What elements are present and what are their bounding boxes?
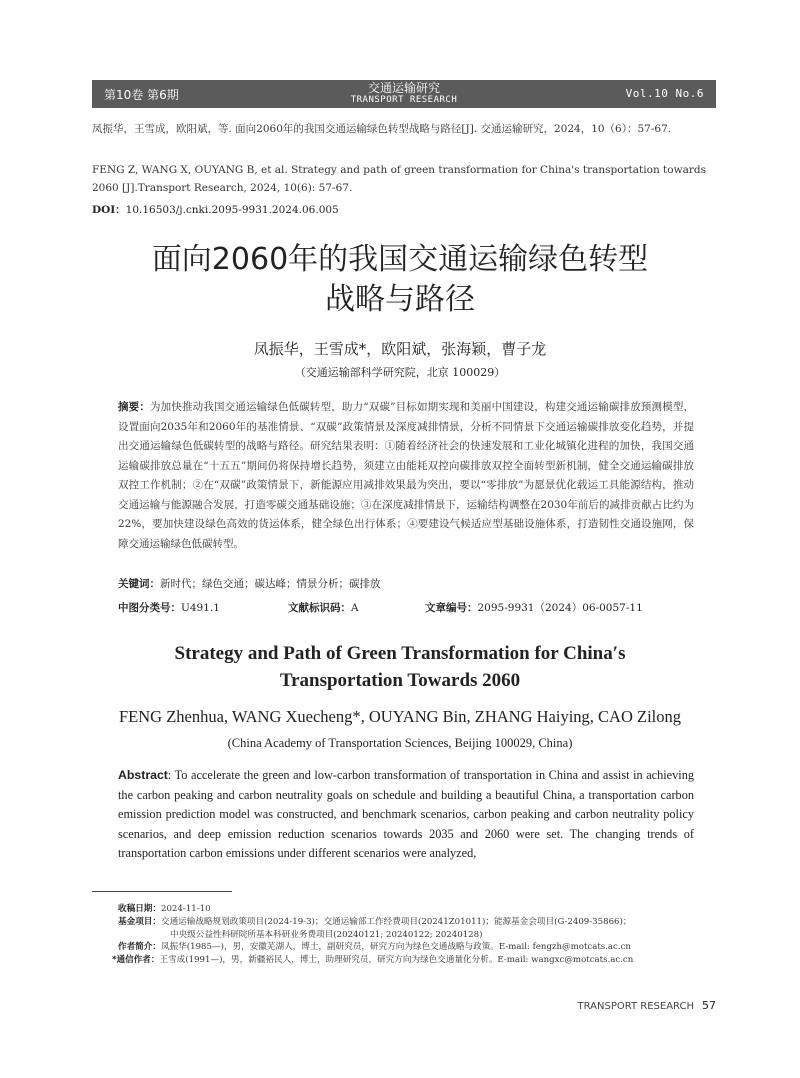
journal-name: [92, 81, 716, 106]
page-number: 57: [702, 999, 716, 1012]
journal-header-bar: [92, 80, 716, 108]
doc-value: A: [351, 602, 359, 614]
fund-label: 基金项目：: [118, 916, 161, 927]
received-value: 2024-11-10: [160, 904, 211, 914]
issue-cn: 第10卷 第6期: [104, 88, 179, 102]
keywords-label: 关键词：: [118, 578, 160, 590]
corr-text: 王雪成(1991—)，男，新疆裕民人，博士，助理研究员，研究方向为绿色交通量化分析。E-mail: wangxc@motcats.ac.cn: [159, 955, 634, 966]
authors-en: FENG Zhenhua, WANG Xuecheng*, OUYANG Bin, ZHANG Haiying, CAO Zilong: [118, 707, 681, 726]
journal-name-cn: 交通运输研究: [367, 81, 440, 95]
citation-cn: [92, 120, 716, 138]
title-en-line1: Strategy and Path of Green Transformation for China′s: [174, 643, 626, 664]
abstract-cn-label: 摘要：: [118, 401, 150, 413]
author-bio: [118, 941, 718, 954]
citation-cn-text: 凤振华，王雪成，欧阳斌，等. 面向2060年的我国交通运输绿色转型战略与路径[J]. 交通运输研究，2024，10（6）：57-67.: [92, 123, 672, 135]
received-date: [118, 903, 718, 916]
art-label: 文章编号：: [425, 602, 478, 614]
keywords-text: 新时代；绿色交通；碳达峰；情景分析；碳排放: [160, 578, 381, 590]
page-footer: [578, 999, 716, 1012]
paper-title-en: [0, 640, 800, 694]
abstract-en: [118, 766, 694, 864]
affiliation-cn: （交通运输部科学研究院，北京 100029）: [294, 366, 506, 379]
abstract-en-text: : To accelerate the green and low-carbon transformation of transportation in China and assist in achieving the carbon peaking and carbon neutrality goals on schedule and building a beautiful China, a transportation carbon emission prediction model was constructed, and benchmark scenarios, carbon peaking and carbon neutrality policy scenarios, and deep emission reduction scenarios towards 2035 and 2060 were set. The changing trends of transportation carbon emissions under different scenarios were analyzed,: [118, 768, 694, 860]
abstract-cn-text: 为加快推动我国交通运输绿色低碳转型，助力“双碳”目标如期实现和美丽中国建设，构建交通运输碳排放预测模型，设置面向2035年和2060年的基准情景、“双碳”政策情景及深度减排情景，分析不同情景下交通运输碳排放变化趋势，并提出交通运输绿色低碳转型的战略与路径。研究结果表明：①随着经济社会的快速发展和工业化城镇化进程的加快，我国交通运输碳排放总量在“十五五”期间仍将保持增长趋势，须建立由能耗双控向碳排放双控全面转型新机制，健全交通运输碳排放双控工作机制；②在“双碳”政策情景下，新能源应用减排效果最为突出，要以“零排放”为愿景优化载运工具能源结构，推动交通运输与能源融合发展，打造零碳交通基础设施；③在深度减排情景下，运输结构调整在2030年前后的减排贡献占比约为22%，要加快建设绿色高效的货运体系，健全绿色出行体系；④要建设气候适应型基础设施体系，打造韧性交通设施网，保障交通运输绿色低碳转型。: [118, 401, 695, 550]
abstract-en-label: Abstract: [118, 768, 168, 782]
document-code: [288, 600, 359, 615]
title-cn-line2: 战略与路径: [325, 282, 475, 317]
corr-label: *通信作者：: [112, 955, 160, 966]
received-label: 收稿日期：: [118, 904, 161, 914]
title-cn-line1: 面向2060年的我国交通运输绿色转型: [151, 242, 649, 277]
doi-link[interactable]: 10.16503/j.cnki.2095-9931.2024.06.005: [125, 204, 339, 216]
doi-label: DOI：: [92, 204, 126, 216]
footnote-divider: [92, 891, 232, 892]
journal-name-en: TRANSPORT RESEARCH: [350, 95, 458, 105]
paper-title-cn: [0, 240, 800, 320]
authors-cn: 凤振华，王雪成*，欧阳斌，张海颖，曹子龙: [253, 340, 547, 358]
title-en-line2: Transportation Towards 2060: [279, 670, 521, 691]
issue-en: Vol.10 No.6: [625, 87, 704, 100]
article-number: [425, 600, 643, 615]
fund-text-2: 中央级公益性科研院所基本科研业务费项目(20240121; 20240122; 20240128): [170, 929, 483, 940]
clc-number: [118, 600, 220, 615]
footer-journal: TRANSPORT RESEARCH: [577, 1001, 694, 1012]
clc-label: 中图分类号：: [118, 602, 181, 614]
doc-label: 文献标识码：: [288, 602, 351, 614]
keywords: [118, 576, 381, 591]
author-bio-label: 作者简介：: [118, 942, 161, 953]
affiliation-en: (China Academy of Transportation Sciences, Beijing 100029, China): [227, 736, 573, 750]
citation-en-text: FENG Z, WANG X, OUYANG B, et al. Strategy and path of green transformation for China's transportation towards 2060 [J].Transport Research, 2024, 10(6): 57-67.: [92, 164, 706, 194]
citation-en: [92, 161, 716, 197]
fund-line: [118, 916, 718, 929]
fund-text-1: 交通运输战略规划政策项目(2024-19-3)；交通运输部工作经费项目(20241Z01011)；能源基金会项目(G-2409-35866)；: [160, 916, 632, 927]
clc-value: U491.1: [181, 602, 220, 614]
footnotes: [112, 903, 718, 967]
abstract-cn: [118, 398, 694, 554]
corresponding-author: [112, 954, 718, 967]
author-bio-text: 凤振华(1985—)，男，安徽芜湖人，博士，副研究员，研究方向为绿色交通战略与政策。E-mail: fengzh@motcats.ac.cn: [160, 942, 631, 953]
doi-line: [92, 202, 339, 217]
art-value: 2095-9931（2024）06-0057-11: [477, 602, 643, 614]
